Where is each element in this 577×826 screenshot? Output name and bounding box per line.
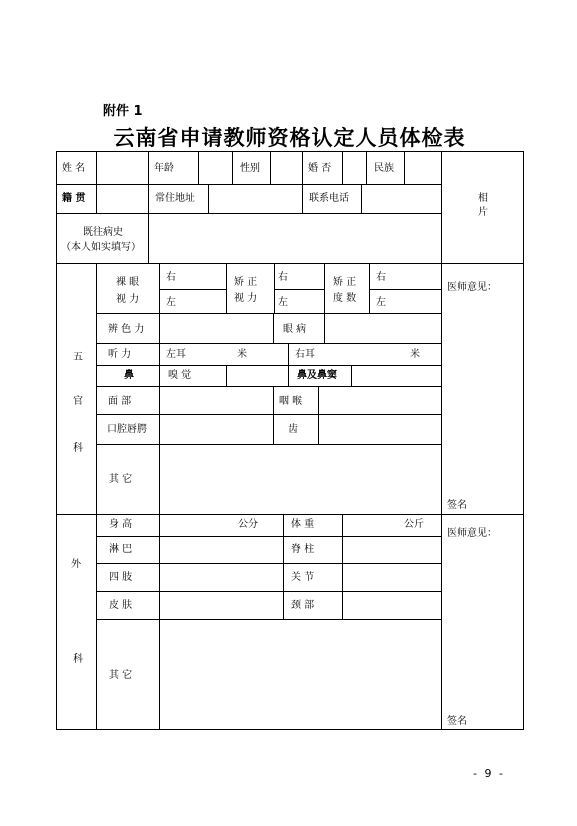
- throat-label: 咽 喉: [279, 396, 303, 407]
- corrected-left-label: 左: [278, 297, 288, 308]
- history-field[interactable]: [149, 214, 441, 263]
- surgery-signature: 签名: [447, 716, 467, 727]
- corr-degree-label: 矫 正: [333, 277, 357, 288]
- spine-label: 脊 柱: [291, 544, 315, 555]
- surgery-section-char-1: 外: [71, 559, 81, 570]
- degree-left-label: 左: [376, 297, 386, 308]
- phone-field[interactable]: [362, 185, 441, 213]
- smell-label: 嗅 觉: [168, 370, 192, 381]
- ent-section-char-2: 官: [73, 396, 83, 407]
- ent-opinion-field[interactable]: [442, 295, 523, 495]
- ent-signature: 签名: [447, 500, 467, 511]
- ethnicity-field[interactable]: [405, 152, 441, 184]
- degree-right-label: 右: [376, 272, 386, 283]
- left-ear-label: 左耳: [166, 349, 186, 360]
- limbs-label: 四 肢: [109, 572, 133, 583]
- address-field[interactable]: [209, 185, 302, 213]
- skin-label: 皮 肤: [109, 600, 133, 611]
- naked-right-label: 右: [166, 272, 176, 283]
- corrected-label: 矫 正: [234, 277, 258, 288]
- joints-label: 关 节: [291, 572, 315, 583]
- right-ear-unit: 米: [410, 349, 420, 360]
- surgery-section-char-2: 科: [73, 654, 83, 665]
- native-place-field[interactable]: [97, 185, 148, 213]
- height-unit: 公分: [238, 519, 258, 530]
- teeth-label: 齿: [288, 424, 298, 435]
- weight-label: 体 重: [291, 519, 315, 530]
- eye-disease-label: 眼 病: [283, 324, 307, 335]
- surgery-other-field[interactable]: [160, 620, 441, 729]
- marital-field[interactable]: [343, 152, 366, 184]
- right-ear-label: 右耳: [295, 349, 315, 360]
- phone-label: 联系电话: [309, 193, 349, 204]
- naked-left-label: 左: [166, 297, 176, 308]
- photo-label-1: 相: [478, 193, 488, 204]
- oral-label: 口腔唇腭: [107, 424, 147, 435]
- naked-eye-label: 裸 眼: [116, 277, 140, 288]
- neck-label: 颈 部: [291, 600, 315, 611]
- form-title: 云南省申请教师资格认定人员体检表: [113, 125, 466, 150]
- left-ear-unit: 米: [237, 349, 247, 360]
- native-place-label: 籍 贯: [62, 193, 86, 204]
- ent-doctor-opinion: 医师意见：: [447, 282, 497, 293]
- surgery-other-label: 其 它: [109, 670, 133, 681]
- name-label: 姓 名: [62, 163, 86, 174]
- name-field[interactable]: [97, 152, 148, 184]
- attachment-label: 附件 1: [103, 104, 143, 119]
- age-field[interactable]: [199, 152, 232, 184]
- ent-section-char-3: 科: [73, 443, 83, 454]
- page-number: - 9 -: [473, 767, 505, 780]
- ent-section-char-1: 五: [73, 352, 83, 363]
- corr-degree-label-2: 度 数: [333, 293, 357, 304]
- color-vision-label: 辨 色 力: [108, 324, 145, 335]
- history-label: 既往病史: [83, 227, 123, 238]
- color-vision-field[interactable]: [160, 314, 273, 343]
- age-label: 年龄: [154, 163, 174, 174]
- naked-eye-label-2: 视 力: [116, 294, 140, 305]
- corrected-right-label: 右: [278, 272, 288, 283]
- history-note: （本人如实填写）: [61, 242, 141, 253]
- gender-field[interactable]: [271, 152, 302, 184]
- lymph-label: 淋 巴: [109, 544, 133, 555]
- ent-other-label: 其 它: [109, 474, 133, 485]
- surgery-doctor-opinion: 医师意见：: [447, 528, 497, 539]
- nose-label: 鼻: [124, 370, 134, 381]
- surgery-opinion-field[interactable]: [442, 542, 523, 710]
- weight-unit: 公斤: [404, 519, 424, 530]
- gender-label: 性别: [240, 163, 260, 174]
- sinus-label: 鼻及鼻窦: [297, 370, 337, 381]
- corrected-label-2: 视 力: [234, 293, 258, 304]
- ethnicity-label: 民族: [374, 163, 394, 174]
- height-label: 身 高: [109, 519, 133, 530]
- hearing-label: 听 力: [108, 349, 132, 360]
- ent-other-field[interactable]: [160, 445, 441, 514]
- photo-label-2: 片: [478, 207, 488, 218]
- eye-disease-field[interactable]: [325, 314, 441, 343]
- address-label: 常住地址: [155, 193, 195, 204]
- face-label: 面 部: [108, 396, 132, 407]
- marital-label: 婚 否: [308, 163, 332, 174]
